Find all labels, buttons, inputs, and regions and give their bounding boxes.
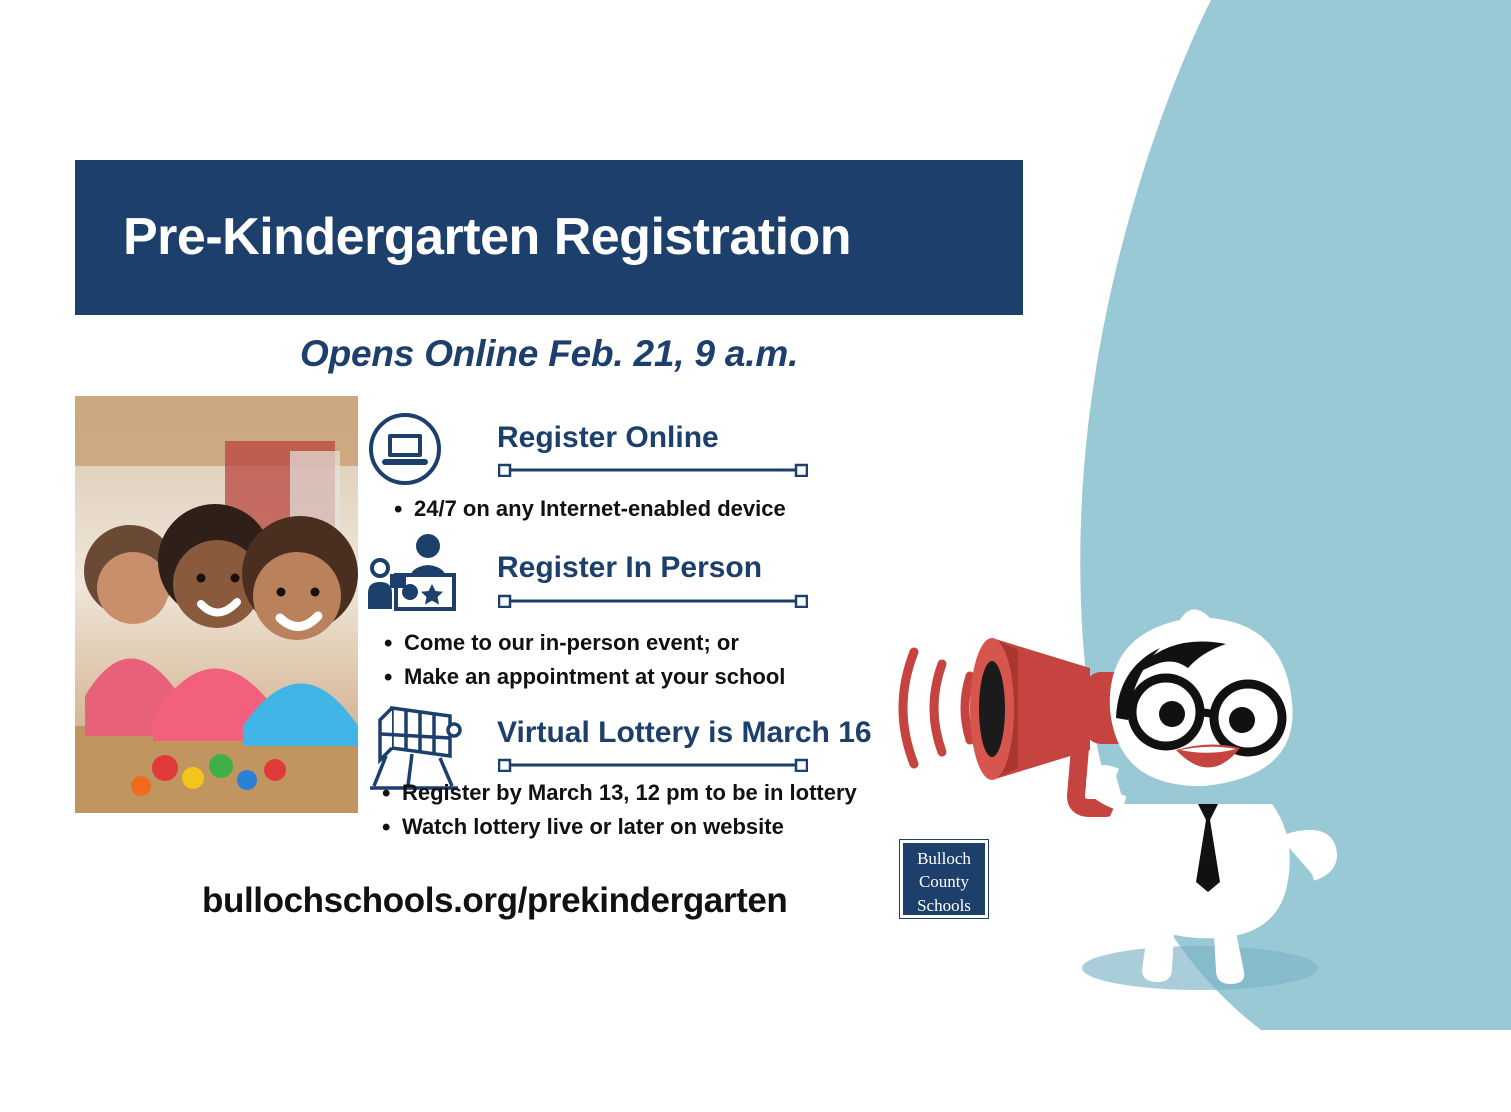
list-item: • Make an appointment at your school [380,660,785,694]
logo-line-1: Bulloch [917,849,971,868]
list-item: • Register by March 13, 12 pm to be in lottery [378,776,857,810]
section-heading-register-online: Register Online [497,421,719,454]
list-item: • 24/7 on any Internet-enabled device [390,492,786,526]
page-title: Pre-Kindergarten Registration [123,208,852,267]
children-photo [75,396,358,813]
section-heading-register-in-person: Register In Person [497,551,763,584]
bullet-list-in-person [380,626,785,694]
section-heading-virtual-lottery: Virtual Lottery is March 16 [497,716,872,749]
website-url[interactable]: bullochschools.org/prekindergarten [202,881,788,920]
laptop-icon [368,412,442,491]
registration-desk-icon [366,533,476,620]
divider-1 [498,463,808,477]
divider-2 [498,594,808,608]
bullet-list-online [390,492,786,526]
title-banner [75,160,1023,315]
subtitle: Opens Online Feb. 21, 9 a.m. [300,333,799,374]
mascot-with-megaphone-illustration [880,590,1360,1010]
logo-line-2: County [918,872,970,892]
bullet-list-lottery [378,776,857,844]
list-item: • Watch lottery live or later on website [378,810,857,844]
logo-line-3: Schools [917,895,971,915]
divider-3 [498,758,808,772]
list-item: • Come to our in-person event; or [380,626,785,660]
